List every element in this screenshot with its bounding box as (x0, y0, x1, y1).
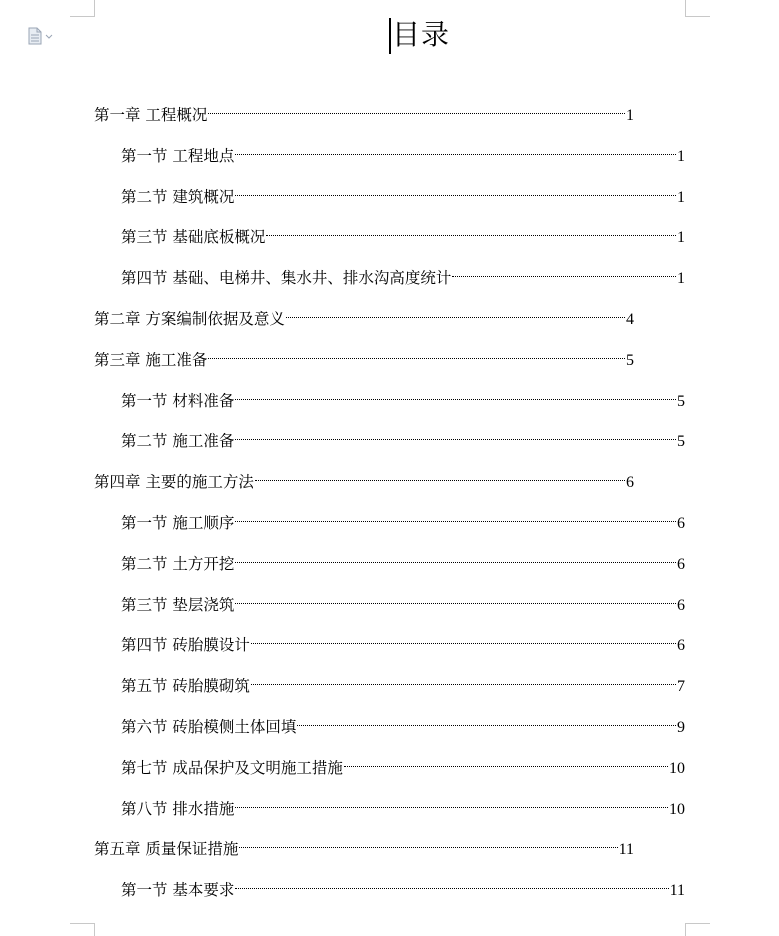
toc-dot-leader (235, 871, 668, 895)
toc-page-number: 1 (626, 107, 634, 124)
toc-entry-label: 第二节 建筑概况 (121, 188, 235, 206)
toc-dot-leader (235, 586, 676, 610)
toc-page-number: 11 (669, 882, 685, 899)
toc-page-number: 6 (677, 597, 685, 614)
toc-dot-leader (251, 626, 676, 650)
toc-entry-label: 第四章 主要的施工方法 (94, 473, 254, 491)
toc-entry-label: 第二章 方案编制依据及意义 (94, 310, 285, 328)
toc-entry-label: 第四节 基础、电梯井、集水井、排水沟高度统计 (121, 269, 452, 287)
toc-dot-leader (235, 382, 676, 406)
toc-dot-leader (251, 667, 676, 691)
toc-page-number: 11 (618, 841, 634, 858)
toc-dot-leader (235, 422, 676, 446)
toc-entry-label: 第二节 土方开挖 (121, 555, 235, 573)
toc-page-number: 4 (626, 311, 634, 328)
toc-page-number: 10 (669, 760, 685, 777)
toc-dot-leader (452, 259, 676, 283)
toc-section-entry[interactable] (121, 586, 685, 614)
toc-dot-leader (255, 463, 625, 487)
toc-dot-leader (208, 341, 625, 365)
toc-page-number: 1 (677, 270, 685, 287)
toc-section-entry[interactable] (121, 137, 685, 165)
toc-dot-leader (235, 790, 668, 814)
toc-page-number: 5 (677, 393, 685, 410)
toc-section-entry[interactable] (121, 382, 685, 410)
toc-page-number: 6 (626, 474, 634, 491)
toc-section-entry[interactable] (121, 259, 685, 287)
toc-entry-label: 第三章 施工准备 (94, 351, 208, 369)
toc-entry-label: 第五章 质量保证措施 (94, 840, 239, 858)
toc-dot-leader (286, 300, 625, 324)
toc-dot-leader (235, 545, 676, 569)
toc-page-number: 5 (626, 352, 634, 369)
toc-entry-label: 第七节 成品保护及文明施工措施 (121, 759, 343, 777)
toc-dot-leader (297, 708, 676, 732)
toc-entry-label: 第三节 基础底板概况 (121, 228, 266, 246)
toc-chapter-entry[interactable] (94, 463, 634, 491)
toc-page-number: 1 (677, 189, 685, 206)
toc-page-number: 5 (677, 433, 685, 450)
toc-page-number: 1 (677, 148, 685, 165)
toc-chapter-entry[interactable] (94, 96, 634, 124)
toc-dot-leader (239, 830, 617, 854)
toc-dot-leader (266, 218, 676, 242)
toc-entry-label: 第五节 砖胎膜砌筑 (121, 677, 250, 695)
toc-page-number: 6 (677, 556, 685, 573)
toc-section-entry[interactable] (121, 790, 685, 818)
toc-section-entry[interactable] (121, 708, 685, 736)
toc-chapter-entry[interactable] (94, 341, 634, 369)
toc-title: 目录 (392, 18, 451, 51)
toc-entry-label: 第一节 材料准备 (121, 392, 235, 410)
toc-chapter-entry[interactable] (94, 300, 634, 328)
toc-chapter-entry[interactable] (94, 830, 634, 858)
toc-section-entry[interactable] (121, 545, 685, 573)
toc-section-entry[interactable] (121, 667, 685, 695)
toc-section-entry[interactable] (121, 626, 685, 654)
toc-entry-label: 第二节 施工准备 (121, 432, 235, 450)
toc-page-number: 1 (677, 229, 685, 246)
toc-page-number: 6 (677, 637, 685, 654)
toc-section-entry[interactable] (121, 422, 685, 450)
toc-entry-label: 第三节 垫层浇筑 (121, 596, 235, 614)
toc-entry-label: 第一节 基本要求 (121, 881, 235, 899)
toc-section-entry[interactable] (121, 178, 685, 206)
toc-section-entry[interactable] (121, 218, 685, 246)
toc-entry-label: 第四节 砖胎膜设计 (121, 636, 250, 654)
toc-page-number: 6 (677, 515, 685, 532)
toc-entry-label: 第六节 砖胎模侧土体回填 (121, 718, 297, 736)
toc-entry-label: 第一节 施工顺序 (121, 514, 235, 532)
toc-entry-label: 第一章 工程概况 (94, 106, 208, 124)
toc-section-entry[interactable] (121, 749, 685, 777)
toc-dot-leader (235, 137, 676, 161)
toc-page-number: 10 (669, 801, 685, 818)
toc-entry-label: 第八节 排水措施 (121, 800, 235, 818)
toc-dot-leader (208, 96, 625, 120)
toc-page-number: 7 (677, 678, 685, 695)
toc-dot-leader (235, 178, 676, 202)
toc-section-entry[interactable] (121, 504, 685, 532)
toc-entry-label: 第一节 工程地点 (121, 147, 235, 165)
toc-dot-leader (344, 749, 668, 773)
toc-section-entry[interactable] (121, 871, 685, 899)
toc-dot-leader (235, 504, 676, 528)
toc-page-number: 9 (677, 719, 685, 736)
